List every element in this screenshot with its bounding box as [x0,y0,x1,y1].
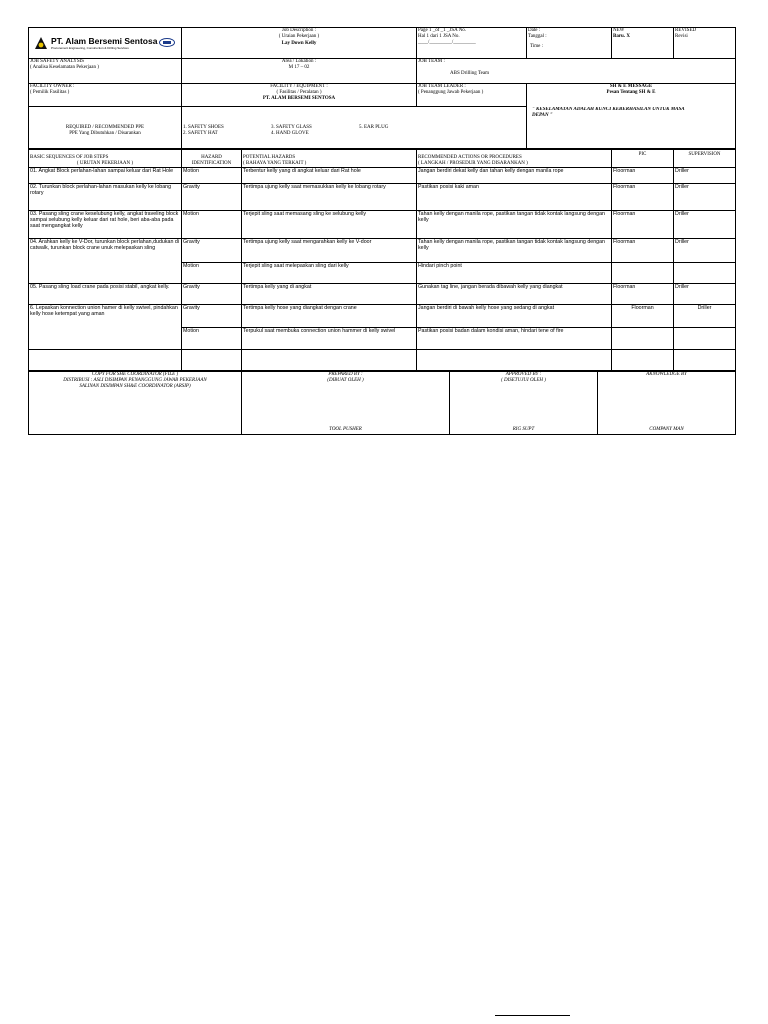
page-sub: Hal 1 dari 1 JSA No. [418,34,460,39]
potential-cell: Terjepit sling saat melepaskan sling dari kelly [242,263,417,284]
potential-cell: Tertimpa ujung kelly saat mengarahkan kelly ke V-door [242,239,417,263]
action-cell: Hindari pinch point [417,263,612,284]
table-row [29,211,736,239]
area-value: M 17 – 02 [288,65,310,70]
potential-cell: Tertimpa ujung kelly saat memasukkan kelly ke lobang rotary [242,184,417,211]
new-label: NEW [613,28,625,33]
revised-label: REVISED [675,28,697,33]
action-cell: Tahan kelly dengan manila rope, pastikan tangan tidak kontak langsung dengan kelly [417,239,612,263]
hazard-cell: Gravity [182,305,242,328]
page-label: Page 1 _of _1 _JSA No. [418,28,467,33]
ppe-label: REQUIRED / RECOMMENDED PPE [65,124,145,130]
job-team-value: ABS Drilling Team [450,71,490,76]
col-steps-sub: ( URUTAN PEKERJAAN ) [76,161,134,166]
supervision-cell: Driller [674,211,736,239]
jsa-sub: ( Analisa Keselamatan Pekerjaan ) [30,65,99,70]
company-logo-icon [34,36,48,50]
pic-cell: Floorman [612,184,674,211]
facility-sub: ( Fasilitas / Peralatan ) [276,90,322,95]
ppe-item-safety-shoes: 1. SAFETY SHOES [183,124,224,130]
col-steps-header: BASIC SEQUENCES OF JOB STEPS [30,155,109,160]
new-value: Baru. X [613,34,630,39]
action-cell: Gunakan tag line, jangan berada dibawah kelly yang diangkat [417,284,612,305]
ppe-item-ear-plug: 5. EAR PLUG [359,124,389,130]
ppe-sub: PPE Yang Dibutuhkan / Disarankan [69,130,141,136]
approved-by-role: RIG SUPT [512,427,535,432]
company-name: PT. Alam Bersemi Sentosa [51,35,158,46]
revised-sub: Revisi [675,34,688,39]
hazard-cell: Gravity [182,284,242,305]
step-cell: 04. Arahkan kelly ke V-Dor, turunkan block perlahan,dudukan di catwalk, turunkan block crane unuk melepaskan sling [29,239,182,284]
potential-cell: Tertimpa kelly hose yang diangkat dengan crane [242,305,417,328]
team-leader-label: JOB TEAM LEADER : [418,84,466,89]
she-message-sub: Pesan Tentang SH & E [606,90,656,95]
job-team-label: JOB TEAM : [418,59,445,64]
pic-cell: Floorman [612,305,674,328]
copy-line-1: COPY FOR SHE COORDINATOR (FILE ) [91,372,179,377]
supervision-cell: Driller [674,168,736,184]
approved-by-sub: ( DISETUJUI OLEH ) [501,378,546,383]
job-steps-table [28,149,736,371]
header-table [28,27,736,149]
table-row-empty [29,350,736,371]
table-row [29,168,736,184]
acknowledge-by-role: COMPANY MAN [649,427,684,432]
acknowledge-by-label: AKNOWLEDGE BY [646,372,687,377]
col-pic-header: PIC [638,152,647,157]
table-row [29,184,736,211]
facility-owner-sub: ( Pemilik Fasilitas ) [30,90,70,95]
team-leader-sub: ( Penanggung Jawab Pekerjaan ) [418,90,484,95]
step-cell: 6. Lepaskan konnection union hamer di kelly swivel, pindahkan kelly hose ketempat yang aman [29,305,182,350]
jsa-form [28,27,735,435]
action-cell: Tahan kelly dengan manila rope, pastikan tangan tidak kontak langsung dengan kelly [417,211,612,239]
prepared-by-role: TOOL PUSHER [329,427,362,432]
job-description-sub: ( Uraian Pekerjaan ) [278,34,320,39]
pic-cell: Floorman [612,168,674,184]
pic-cell: Floorman [612,284,674,305]
step-cell: 05. Pasang sling load crane pada posisi stabil, angkat kelly. [29,284,182,305]
she-message-title: SH & E MESSAGE [609,84,653,89]
partner-logo-icon [159,34,175,52]
col-hazard-header: HAZARD [201,155,222,160]
ppe-item-safety-hat: 2. SAFETY HAT [183,130,218,136]
facility-owner-label: FACILITY OWNER : [30,84,75,89]
pic-cell: Floorman [612,239,674,263]
ppe-item-hand-glove: 4. HAND GLOVE [271,130,309,136]
prepared-by-sub: (DIBUAT OLEH ) [327,378,364,383]
supervision-cell: Driller [674,239,736,263]
potential-cell: Terbentur kelly yang di angkat keluar dari Rat hole [242,168,417,184]
area-label: Area / Lokation : [281,59,317,64]
approved-by-label: APPROVED BY : [505,372,542,377]
col-hazard-sub: IDENTIFICATION [191,161,232,166]
copy-line-3: SALINAN DISIMPAN SH&E COORDINATOR (ARSIP) [79,384,191,389]
hazard-cell: Motion [182,263,242,284]
pic-cell [612,263,674,284]
supervision-cell [674,328,736,350]
action-cell: Pastikan posisi badan dalam kondisi aman, hindari tene of fire [417,328,612,350]
action-cell: Pastikan posisi kaki aman [417,184,612,211]
col-potential-header: POTENTIAL HAZARDS [243,155,296,160]
hazard-cell: Gravity [182,184,242,211]
hazard-cell: Motion [182,211,242,239]
action-cell: Jangan berdiri di bawah kelly hose yang sedang di angkat [417,305,612,328]
potential-cell: Terjepit sling saat memasang sling ke selubung kelly [242,211,417,239]
copy-line-2: DISTRIBUSI : ASLI DISIMPAN PENANGGUNG JAWAB PEKERJAAN [63,378,207,383]
job-description-label: Job Description : [281,28,317,33]
hazard-cell: Motion [182,168,242,184]
supervision-cell: Driller [674,284,736,305]
jsa-label: JOB SAFETY ANALYSIS [30,59,85,64]
company-tagline: Procurement Engineering, Construction & Drilling Services [51,45,129,50]
action-cell: Jangan berdiri dekat kelly dan tahan kelly dengan manila rope [417,168,612,184]
col-actions-sub: ( LANGKAH / PROSEDUR YANG DISARANKAN ) [418,161,528,166]
col-supervision-header: SUPERVISION [688,152,721,157]
step-cell: 02. Turunkan block perlahan-lahan masukan kelly ke lobang rotary [29,184,182,211]
page-bottom-rule [495,1015,570,1016]
table-row [29,239,736,263]
table-row [29,305,736,328]
prepared-by-label: PREPARED BY : [328,372,363,377]
pic-cell: Floorman [612,211,674,239]
potential-cell: Terpukul saat membuka connection union hammer di kelly swivel [242,328,417,350]
facility-label: FACILITY / EQUIPMENT : [270,84,328,89]
col-potential-sub: ( BAHAYA YANG TERKAIT ) [243,161,307,166]
table-row [29,284,736,305]
tanggal-label: Tanggal : [528,34,547,39]
pic-cell [612,328,674,350]
supervision-cell: Driller [674,305,736,328]
ppe-item-safety-glass: 3. SAFETY GLASS [271,124,312,130]
date-label: Date : [528,28,541,33]
potential-cell: Tertimpa kelly yang di angkat [242,284,417,305]
supervision-cell: Driller [674,184,736,211]
jsa-number-blank: ____/_________/_________ [418,40,476,45]
col-actions-header: RECOMMENDED ACTIONS OR PROCEDURES [418,155,522,160]
time-label: Time : [530,44,544,49]
job-description-value: Lay Down Kelly [281,41,317,46]
hazard-cell: Motion [182,328,242,350]
facility-value: PT. ALAM BERSEMI SENTOSA [262,96,336,101]
signature-table [28,371,736,435]
step-cell: 03. Pasang sling crane keselubung kelly, angkat traveling block sampai selubung kelly keluar dari rat hole, beri aba-aba pada saat mengangkat kelly [29,211,182,239]
hazard-cell: Gravity [182,239,242,263]
supervision-cell [674,263,736,284]
she-message-text: " KESELAMATAN ADALAH KUNCI KEBERHASILAN UNTUK MASA DEPAN " [532,106,685,118]
step-cell: 01. Angkat Block perlahan-lahan sampai keluar dari Rat Hole [29,168,182,184]
logo-cell [29,28,182,59]
